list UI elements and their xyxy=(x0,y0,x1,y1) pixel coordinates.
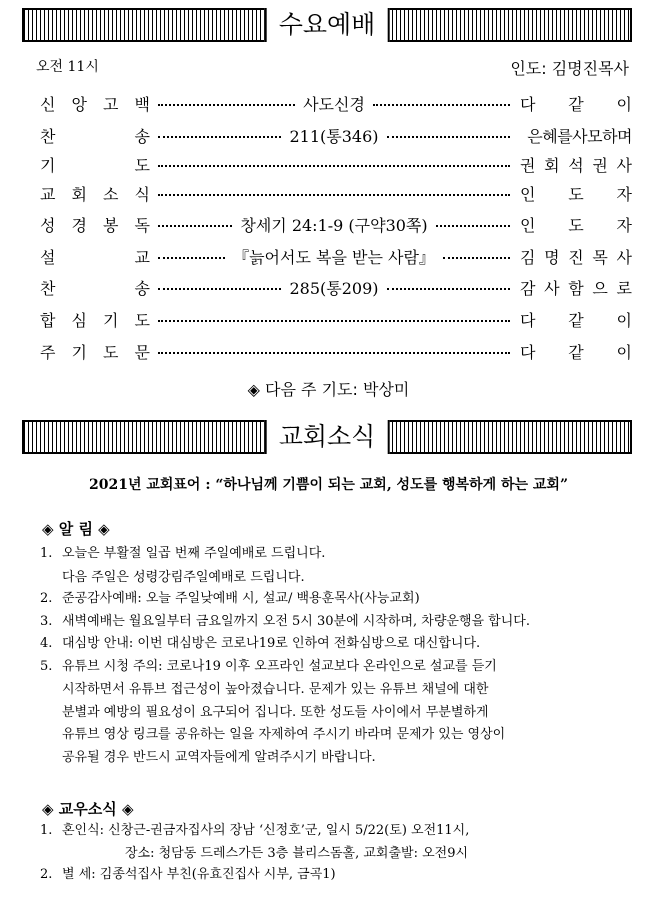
leader-dots xyxy=(158,165,510,167)
item-text: 혼인식: 신창근-권금자집사의 장남 ‘신정호’군, 일시 5/22(토) 오전11시, xyxy=(62,823,470,838)
item-text: 별 세: 김종석집사 부친(유효진집사 시부, 금곡1) xyxy=(62,867,336,882)
item-number: 3. xyxy=(40,613,53,629)
order-row xyxy=(40,276,632,300)
list-item xyxy=(40,656,497,678)
leader-dots xyxy=(158,104,295,106)
order-label: 신 앙 고 백 xyxy=(40,95,150,114)
leader-dots xyxy=(158,257,225,259)
order-person: 인 도 자 xyxy=(520,185,632,204)
list-item xyxy=(40,820,469,842)
order-content: 『늙어서도 복을 받는 사람』 xyxy=(233,248,435,267)
list-item-continued: 시작하면서 유튜브 접근성이 높아졌습니다. 문제가 있는 유튜브 채널에 대한 xyxy=(62,682,489,697)
list-item-continued: 유튜브 영상 링크를 공유하는 일을 자제하여 주시기 바라며 문제가 있는 영상이 xyxy=(62,727,506,742)
order-content: 211(통346) xyxy=(289,127,379,146)
news-banner xyxy=(22,420,632,454)
order-row xyxy=(40,92,632,116)
list-item-continued: 장소: 청담동 드레스가든 3층 블리스돔홀, 교회출발: 오전9시 xyxy=(125,846,469,861)
order-label: 찬 송 xyxy=(40,279,150,298)
order-content: 285(통209) xyxy=(289,279,379,298)
item-number: 2. xyxy=(40,867,53,882)
next-prayer: ◈ 다음 주 기도: 박상미 xyxy=(247,380,410,399)
item-number: 1. xyxy=(40,546,53,561)
leader-dots xyxy=(373,104,510,106)
item-text: 대심방 안내: 이번 대심방은 코로나19로 인하여 전화심방으로 대신합니다. xyxy=(62,636,481,651)
order-person: 감 사 함 으 로 xyxy=(520,279,632,298)
order-row xyxy=(40,245,632,269)
leader-dots xyxy=(387,288,510,290)
news-title: 교회소식 xyxy=(265,420,390,454)
order-person: 인 도 자 xyxy=(520,216,632,235)
order-label: 성 경 봉 독 xyxy=(40,216,150,235)
list-item-continued: 공유될 경우 반드시 교역자들에게 알려주시기 바랍니다. xyxy=(62,749,376,765)
order-row xyxy=(40,124,632,148)
order-person: 김 명 진 목 사 xyxy=(520,248,632,267)
order-row xyxy=(40,182,632,206)
item-text: 준공감사예배: 오늘 주일낮예배 시, 설교/ 백용훈목사(사능교회) xyxy=(62,591,420,606)
item-number: 1. xyxy=(40,823,53,838)
item-number: 4. xyxy=(40,636,53,651)
list-item xyxy=(40,633,480,655)
order-person: 권 회 석 권 사 xyxy=(520,156,632,175)
order-label: 찬 송 xyxy=(40,127,150,146)
order-label: 기 도 xyxy=(40,156,150,175)
service-leader: 인도: 김명진목사 xyxy=(510,59,629,78)
order-label: 교 회 소 식 xyxy=(40,185,150,204)
leader-dots xyxy=(158,352,510,354)
worship-banner xyxy=(22,8,632,42)
order-row xyxy=(40,308,632,332)
worship-title: 수요예배 xyxy=(265,8,390,42)
member-news-header: ◈ 교우소식 ◈ xyxy=(42,800,134,818)
order-row xyxy=(40,153,632,177)
order-content: 창세기 24:1-9 (구약30쪽) xyxy=(240,216,428,235)
order-content: 사도신경 xyxy=(303,95,365,114)
list-item-continued: 분별과 예방의 필요성이 요구되어 집니다. 또한 성도들 사이에서 무분별하게 xyxy=(62,704,489,720)
item-text: 유튜브 시청 주의: 코로나19 이후 오프라인 설교보다 온라인으로 설교를 듣기 xyxy=(62,658,497,674)
leader-dots xyxy=(387,136,510,138)
item-text: 오늘은 부활절 일곱 번째 주일예배로 드립니다. xyxy=(62,546,326,561)
leader-dots xyxy=(158,288,281,290)
list-item xyxy=(40,543,325,565)
list-item-continued: 다음 주일은 성령강림주일예배로 드립니다. xyxy=(62,569,305,585)
order-label: 설 교 xyxy=(40,248,150,267)
order-label: 주 기 도 문 xyxy=(40,343,150,362)
order-person: 다 같 이 xyxy=(520,343,632,362)
item-number: 5. xyxy=(40,658,53,674)
leader-dots xyxy=(436,225,510,227)
order-row xyxy=(40,340,632,364)
announce-header: ◈ 알 림 ◈ xyxy=(42,520,110,538)
list-item xyxy=(40,588,420,610)
leader-dots xyxy=(443,257,510,259)
leader-dots xyxy=(158,194,510,196)
order-person: 다 같 이 xyxy=(520,95,632,114)
order-person: 다 같 이 xyxy=(520,311,632,330)
item-number: 2. xyxy=(40,591,53,606)
leader-dots xyxy=(158,225,232,227)
leader-dots xyxy=(158,320,510,322)
order-person: 은혜를사모하며 xyxy=(527,127,632,146)
order-label: 합 심 기 도 xyxy=(40,311,150,330)
leader-dots xyxy=(158,136,281,138)
item-text: 새벽예배는 월요일부터 금요일까지 오전 5시 30분에 시작하며, 차량운행을 합니다. xyxy=(62,613,530,629)
list-item xyxy=(40,611,530,633)
church-motto: 2021년 교회표어 : “하나님께 기쁨이 되는 교회, 성도를 행복하게 하는 교회” xyxy=(89,477,568,493)
list-item xyxy=(40,864,336,886)
service-time: 오전 11시 xyxy=(36,59,99,75)
order-row xyxy=(40,213,632,237)
